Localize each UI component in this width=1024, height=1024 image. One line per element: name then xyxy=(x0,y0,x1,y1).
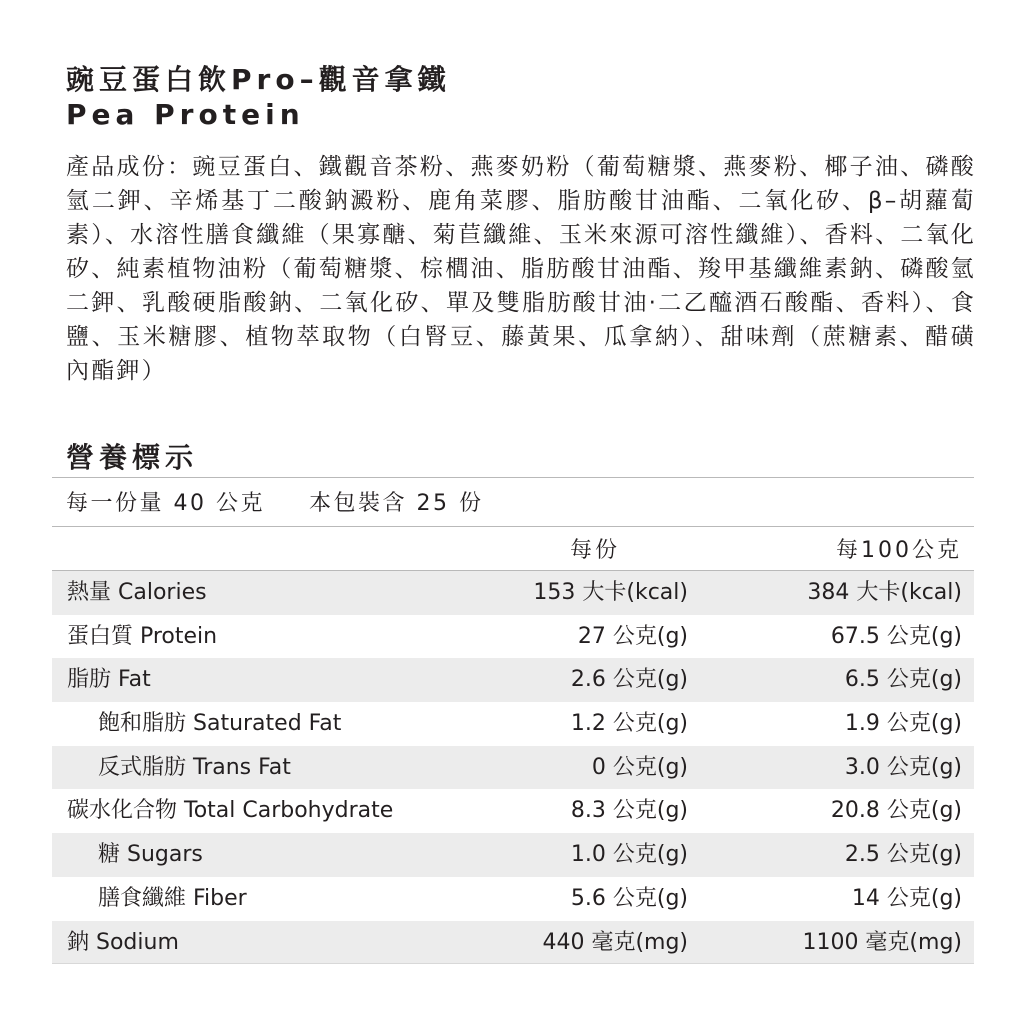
nutrition-row-calories xyxy=(52,571,974,615)
per-100g-value: 1.9 公克(g) xyxy=(844,711,962,737)
nutrient-label: 反式脂肪 Trans Fat xyxy=(98,754,291,780)
per-100g-value: 20.8 公克(g) xyxy=(830,798,962,824)
serving-size: 每一份量 40 公克 xyxy=(66,491,265,516)
per-serving-value: 5.6 公克(g) xyxy=(570,885,688,911)
per-serving-value: 0 公克(g) xyxy=(591,754,688,780)
serving-info xyxy=(66,486,483,517)
nutrition-table xyxy=(52,571,974,964)
per-serving-value: 2.6 公克(g) xyxy=(570,667,688,693)
per-serving-value: 153 大卡(kcal) xyxy=(533,580,688,605)
per-100g-value: 1100 毫克(mg) xyxy=(802,929,962,955)
nutrient-label: 鈉 Sodium xyxy=(67,929,179,955)
column-header-per-100g: 每100公克 xyxy=(836,538,962,563)
divider xyxy=(52,477,974,478)
nutrient-label: 碳水化合物 Total Carbohydrate xyxy=(67,798,394,824)
divider xyxy=(52,526,974,527)
per-100g-value: 3.0 公克(g) xyxy=(844,754,962,780)
nutrition-heading: 營養標示 xyxy=(66,441,199,474)
per-serving-value: 8.3 公克(g) xyxy=(570,798,688,824)
per-100g-value: 2.5 公克(g) xyxy=(844,842,962,868)
nutrition-row-carbohydrate xyxy=(52,789,974,833)
nutrition-row-saturated-fat xyxy=(52,702,974,746)
servings-per-package: 本包裝含 25 份 xyxy=(308,491,484,516)
per-serving-value: 440 毫克(mg) xyxy=(542,929,688,955)
per-100g-value: 6.5 公克(g) xyxy=(844,667,962,693)
ingredients-list: 產品成份：豌豆蛋白、鐵觀音茶粉、燕麥奶粉（葡萄糖漿、燕麥粉、椰子油、磷酸氫二鉀、辛烯基丁二酸鈉澱粉、鹿角菜膠、脂肪酸甘油酯、二氧化矽、β–胡蘿蔔素）、水溶性膳食纖維（果寡醣、菊苣纖維、玉米來源可溶性纖維）、香料、二氧化矽、純素植物油粉（葡萄糖漿、棕櫚油、脂肪酸甘油酯、羧甲基纖維素鈉、磷酸氫二鉀、乳酸硬脂酸鈉、二氧化矽、單及雙脂肪酸甘油·二乙醯酒石酸酯、香料）、食鹽、玉米糖膠、植物萃取物（白腎豆、藤黃果、瓜拿納）、甜味劑（蔗糖素、醋磺內酯鉀） xyxy=(66,154,976,384)
nutrient-label: 糖 Sugars xyxy=(98,842,203,868)
per-100g-value: 67.5 公克(g) xyxy=(830,623,962,649)
nutrient-label: 脂肪 Fat xyxy=(67,667,151,693)
per-serving-value: 27 公克(g) xyxy=(577,623,688,649)
per-serving-value: 1.0 公克(g) xyxy=(570,842,688,868)
nutrition-row-fiber xyxy=(52,877,974,921)
nutrition-row-sodium xyxy=(52,921,974,965)
nutrient-label: 蛋白質 Protein xyxy=(67,623,218,649)
nutrition-row-fat xyxy=(52,658,974,702)
product-title-english: Pea Protein xyxy=(66,98,305,131)
nutrient-label: 熱量 Calories xyxy=(67,580,207,605)
nutrition-row-sugars xyxy=(52,833,974,877)
table-bottom-edge xyxy=(52,963,974,964)
nutrition-row-trans-fat xyxy=(52,746,974,790)
per-100g-value: 384 大卡(kcal) xyxy=(807,580,962,605)
nutrient-label: 膳食纖維 Fiber xyxy=(98,885,247,911)
nutrient-label: 飽和脂肪 Saturated Fat xyxy=(98,711,342,737)
per-serving-value: 1.2 公克(g) xyxy=(570,711,688,737)
product-title-chinese: 豌豆蛋白飲Pro–觀音拿鐵 xyxy=(66,63,451,96)
nutrition-row-protein xyxy=(52,615,974,659)
column-header-per-serving: 每份 xyxy=(570,538,621,563)
per-100g-value: 14 公克(g) xyxy=(851,885,962,911)
